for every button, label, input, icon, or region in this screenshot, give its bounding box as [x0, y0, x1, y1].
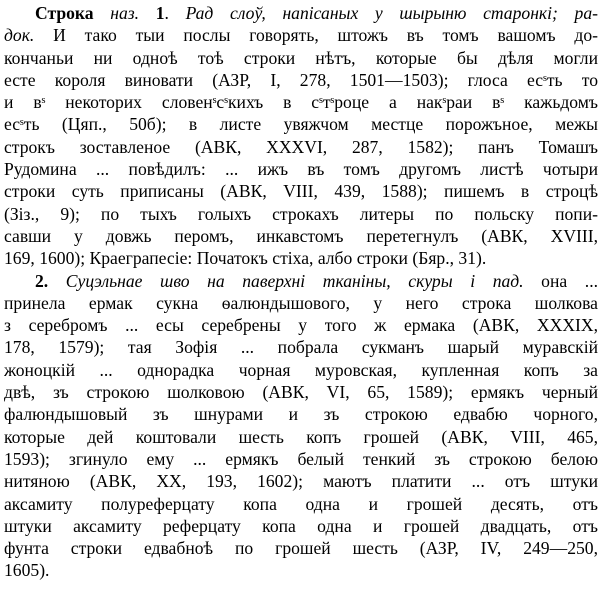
citation-text: она ...	[523, 270, 598, 291]
grammar-label: наз.	[110, 3, 140, 23]
entry-line: Рудомина ... повѣдилъ: ... ижъ въ томъ другомъ листѣ чотыри	[4, 159, 598, 180]
entry-line: (Зіз., 9); по тыхъ голыхъ строкахъ литеры по польску попи-	[4, 203, 598, 224]
entry-line: 1593); згинуло ему ... ермякъ белый тенкий зъ строкою белою	[4, 448, 598, 469]
entry-line: которые дей коштовали шесть копъ грошей (АВК, VIII, 465,	[4, 426, 598, 447]
sense-1-definition: Рад слоў, напісаных у шырыню старонкі; ра-	[185, 3, 598, 23]
entry-line	[4, 24, 598, 46]
entry-line: строкъ зоставленое (АВК, XXXVI, 287, 1582); панъ Томашъ	[4, 136, 598, 157]
entry-line: двѣ, зъ строкою шолковою (АВК, VI, 65, 1589); ермякъ черный	[4, 382, 598, 403]
dictionary-entry	[4, 2, 598, 582]
entry-line: 178, 1579); тая Зофія ... побрала сукманъ шарый муравскій	[4, 337, 598, 358]
sense-2-first-line	[4, 270, 598, 292]
sense-number-2: 2.	[35, 270, 49, 291]
entry-line: аксамиту полуреферцату копа одна и грошей десять, отъ	[4, 493, 598, 514]
sense-1-definition-cont: док.	[4, 25, 35, 46]
entry-line: строки суть приписаны (АВК, VIII, 439, 1588); пишемъ в строцѣ	[4, 181, 598, 202]
entry-first-line: Строка наз. 1. Рад слоў, напісаных у шырыню старонкі; ра-	[35, 3, 598, 23]
headword: Строка	[35, 3, 94, 23]
sense-number-1: 1	[155, 3, 165, 23]
entry-line: 1605).	[4, 560, 50, 581]
entry-line: есте короля виновати (АЗР, I, 278, 1501—1503); глоса есˢть то	[4, 69, 598, 90]
entry-line: принела ермак сукна ѳалюндышового, у него строка шолкова	[4, 292, 598, 313]
entry-line: савши у довжь перомъ, инкавстомъ перетегнулъ (АВК, XVIII,	[4, 225, 598, 246]
sense-2-definition: Суцэльнае шво на паверхні тканіны, скуры і пад.	[65, 270, 524, 291]
entry-line: нитяною (АВК, XX, 193, 1602); маютъ платити ... отъ штуки	[4, 471, 598, 492]
citation-text: И тако тыи послы говорять, штожъ въ томъ вашомъ до-	[34, 25, 598, 46]
entry-line: з серебромъ ... есы серебрены у того ж ермака (АВК, XXXIX,	[4, 315, 598, 336]
entry-line: штуки аксамиту реферцату копа одна и грошей двадцать, отъ	[4, 515, 598, 536]
entry-line: кончаньи ни одноѣ тоѣ строки нѣтъ, которые бы дѣля могли	[4, 47, 598, 68]
entry-line: жоноцкій ... однорадка чорная муровская, купленная копъ за	[4, 359, 598, 380]
entry-line: есˢть (Цяп., 50б); в листе увяжчом местце порожъное, межы	[4, 114, 598, 135]
entry-line: фалюндышовый зъ шнурами и зъ строкою едвабю чорного,	[4, 404, 598, 425]
entry-line: 169, 1600); Краеграпесіе: Початокъ стіха, албо строки (Бяр., 31).	[4, 248, 487, 269]
entry-line: фунта строки едвабноѣ по грошей шесть (АЗР, IV, 249—250,	[4, 538, 598, 559]
entry-line: и вˢ некоторих словенˢсˢкихъ в сˢтˢроце а накˢраи вˢ кажьдомъ	[4, 92, 598, 113]
